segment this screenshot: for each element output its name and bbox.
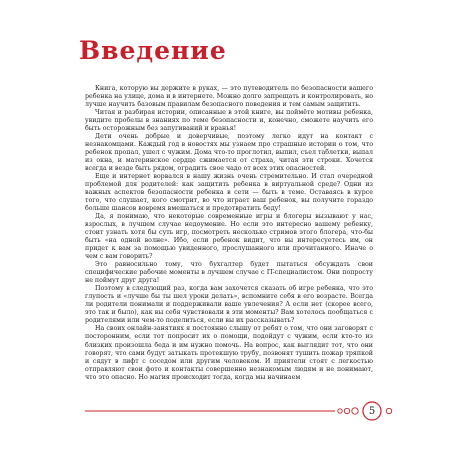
page-title: Введение [79,36,227,65]
paragraph: Поэтому в следующий раз, когда вам захочется сказать об игре ребенка, что это глупость и «лучше бы ты шел уроки делать», вспомните себя в его возрасте. Всегда ли родители понимали и поддерживали ваше увлечения? А если нет (скорее всего, это так и было), как вы себя чувствовали в эти моменты? Вам хотелось пообщаться с родителями или чем-то поделиться, если вы их рассказывать? [85,285,373,325]
paragraph: На своих онлайн-занятиях я постоянно слышу от ребят о том, что они заговорят с посторонним, если тот попросит их о помощи, подойдут с чужим, если кто-то из близких произошла беда и им нужно помочь. На вопрос, как выглядит тот, что они говорят, что сами будут затыкать протекшую трубу, позвонят тушить пожар тряпкой и сядут в лифт с соседом или другим человеком. И приятели стоят с легкостью отправляют свои фото и контакты совершенно незнакомым людям и не понимают, что это опасно. Но магия происходит тогда, когда мы начинаем [85,325,373,381]
ornament-dot [338,409,342,413]
ornament-dot [386,408,391,413]
paragraph: Это равносильно тому, что бухгалтер будет пытаться обсуждать свои специфические рабочие моменты в лучшем случае с IT-специалистом. Они попросту не поймут друг друга! [85,261,373,285]
footer-ornament [85,398,395,430]
page-number: 5 [368,406,376,417]
paragraph: Книга, которую вы держите в руках, — это путеводитель по безопасности вашего ребенка на улице, дома и в интернете. Можно долго запрещать и контролировать, но лучше научить базовым правилам безопасного поведения и тем самым защитить. [85,85,373,109]
paragraph: Дети очень добрые и доверчивые, поэтому легко идут на контакт с незнакомцами. Каждый год в новостях мы узнаем про страшные истории о том, что ребенок пропал, ушел с чужим. Дома что-то проглотил, выпил, съел таблетки, выпал из окна, и материнское сердце сжимается от страха, читая эти строки. Хочется всегда и везде быть рядом, оградить свое чадо от всех этих опасностей. [85,133,373,173]
ornament-dot [352,408,358,414]
paragraph: Еще и интернет ворвался в нашу жизнь очень стремительно. И стал очередной проблемой для родителей: как защитить ребенка в виртуальной среде? Одни из важных аспектов безопасности ребенка в сети — быть в теме. Оставаясь в курсе того, что слушает, кого смотрит, во что играет ваш ребенок, вы получите гораздо больше шансов вовремя вмешаться и предотвратить беду! [85,173,373,213]
paragraph: Да, я понимаю, что некоторые современные игры и блогеры вызывают у нас, взрослых, в лучшем случае недоумение. Но если это интересно вашему ребенку, стоит узнать хотя бы суть игр, посмотреть несколько стримов этого блогера, что-бы быть «на одной волне». Ибо, если ребенок видит, что вы интересуетесь им, он придет к вам за помощью увиденного, прослушанного или прочитанного. Иначе о чем с вам говорить? [85,213,373,261]
paragraph: Читая и разбирая истории, описанные в этой книге, вы поймёте мотивы ребенка, увидите пробелы в знаниях по теме безопасности и, конечно, сможете научить его быть осторожным без запугиваний и вранья! [85,109,373,133]
body-text [85,85,373,382]
ornament-dot [344,408,349,413]
